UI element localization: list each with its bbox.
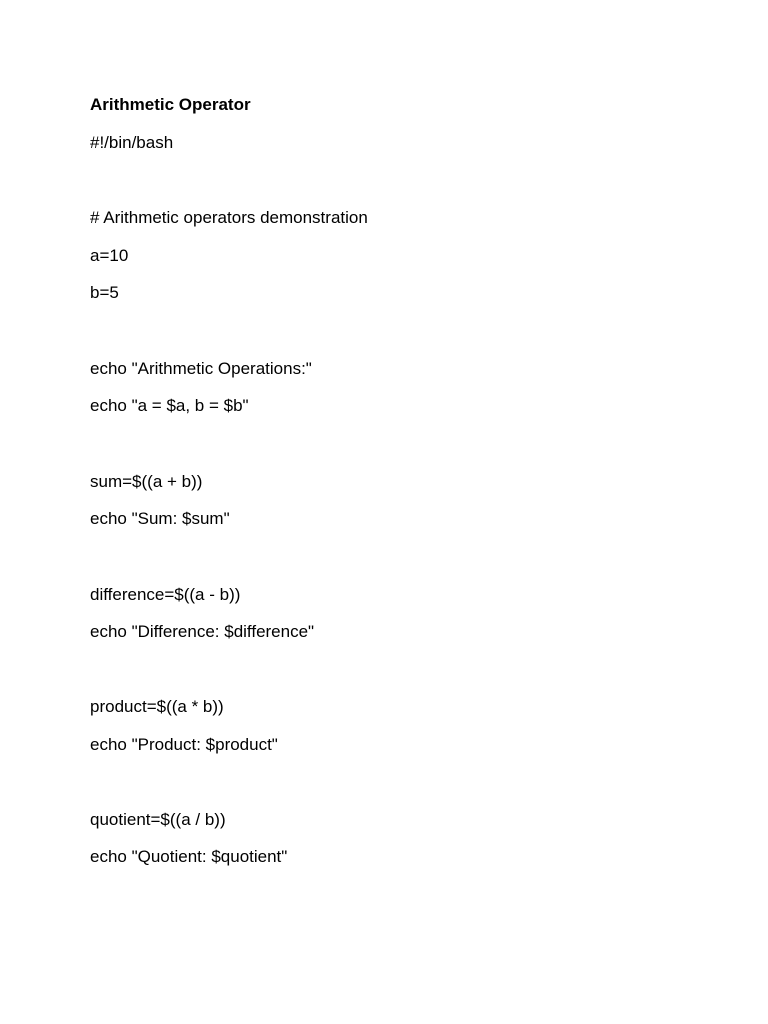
code-line-echo-difference: echo "Difference: $difference": [90, 622, 315, 641]
code-line-echo-product: echo "Product: $product": [90, 735, 278, 754]
document-title: Arithmetic Operator: [90, 95, 251, 114]
code-line-var-a: a=10: [90, 246, 129, 265]
code-line-echo-values: echo "a = $a, b = $b": [90, 396, 249, 415]
code-line-quotient: quotient=$((a / b)): [90, 810, 226, 829]
code-line-sum: sum=$((a + b)): [90, 472, 203, 491]
code-line-difference: difference=$((a - b)): [90, 585, 241, 604]
code-line-shebang: #!/bin/bash: [90, 133, 174, 152]
code-line-echo-header: echo "Arithmetic Operations:": [90, 359, 312, 378]
code-line-product: product=$((a * b)): [90, 697, 224, 716]
code-line-echo-sum: echo "Sum: $sum": [90, 509, 230, 528]
code-line-var-b: b=5: [90, 283, 119, 302]
code-line-echo-quotient: echo "Quotient: $quotient": [90, 847, 288, 866]
code-line-comment: # Arithmetic operators demonstration: [90, 208, 368, 227]
